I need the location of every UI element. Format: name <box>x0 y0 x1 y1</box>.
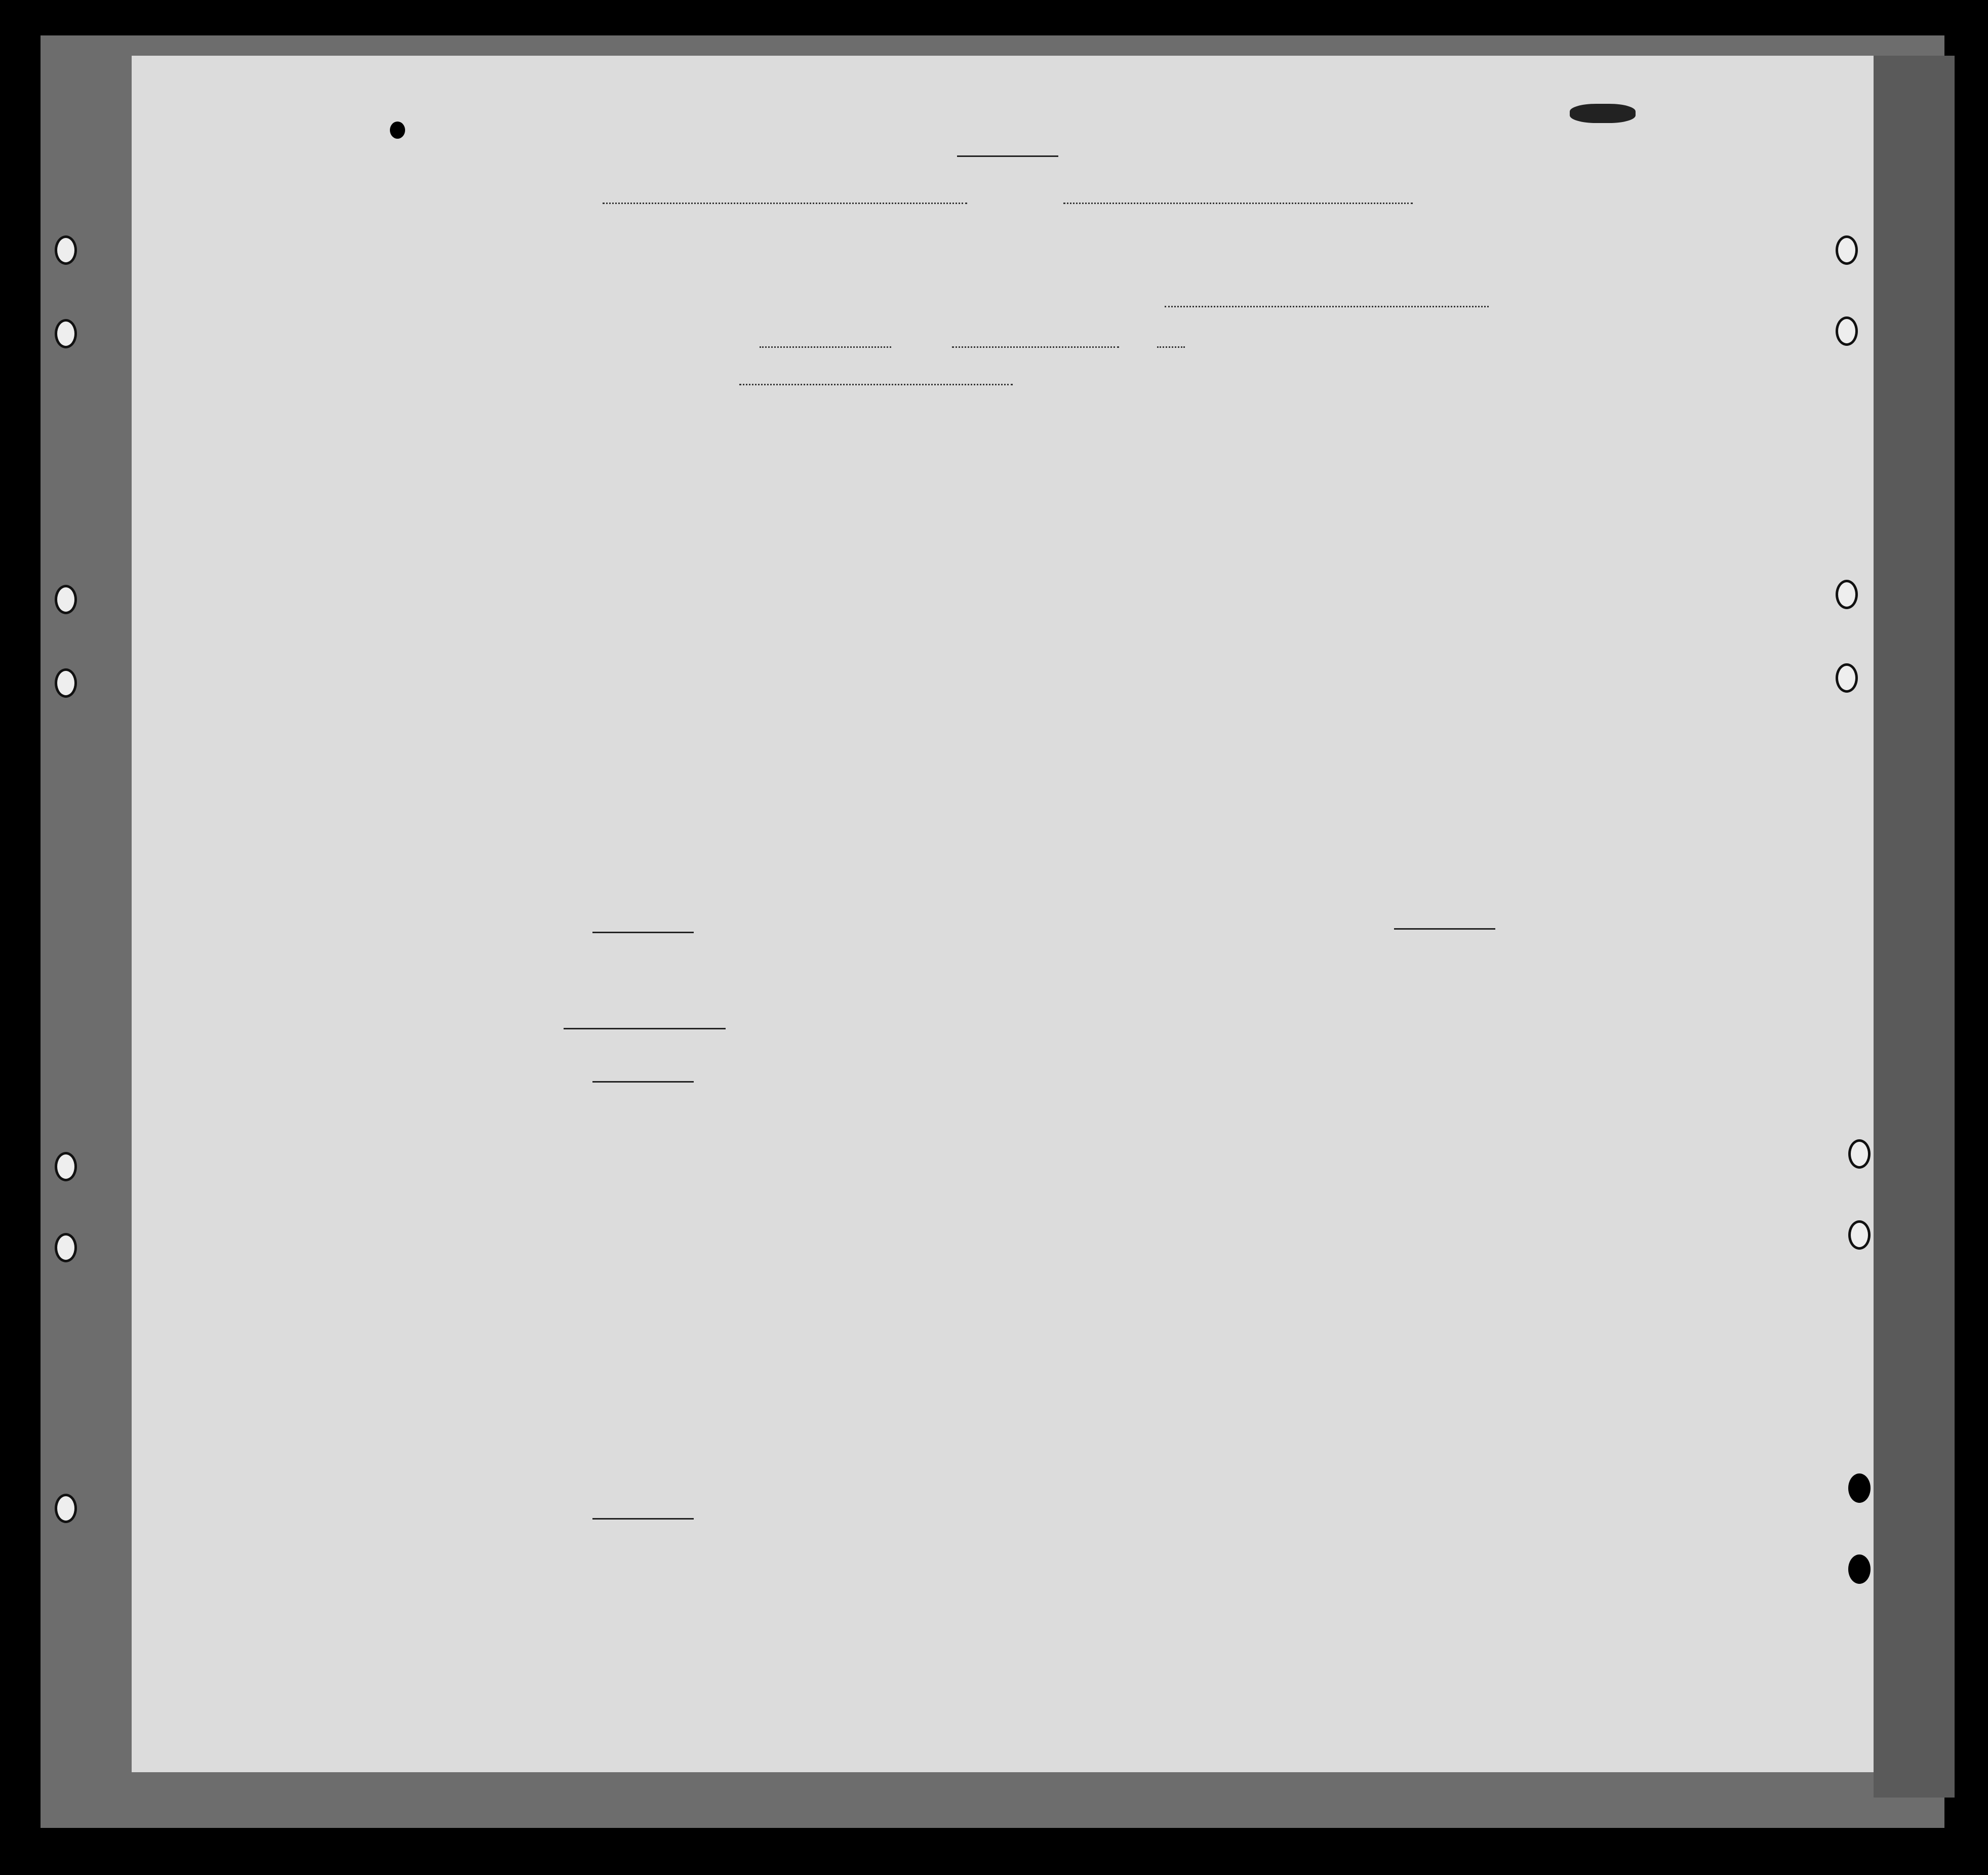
inspector-signature-field[interactable] <box>739 384 1013 385</box>
binder-hole <box>55 1152 77 1181</box>
binder-hole <box>1848 1554 1871 1584</box>
title-rule <box>957 155 1058 157</box>
binder-hole <box>1848 1220 1871 1250</box>
binder-hole <box>55 235 77 265</box>
vessel-name-field[interactable] <box>1063 203 1413 204</box>
ink-smudge <box>390 122 405 139</box>
binder-hole <box>55 1494 77 1523</box>
races-rule <box>1394 928 1495 930</box>
ink-smudge <box>1570 104 1636 123</box>
binder-hole <box>1836 316 1858 346</box>
binder-hole <box>55 1233 77 1262</box>
binder-hole <box>1848 1473 1871 1503</box>
binder-hole <box>1848 1139 1871 1169</box>
notice-rule <box>592 932 694 933</box>
sworn-year-field[interactable] <box>1157 346 1185 348</box>
document-page <box>132 56 1874 1772</box>
binder-hole <box>55 319 77 348</box>
notice-separator <box>564 1028 726 1029</box>
act-rule <box>592 1081 694 1083</box>
officer-name-field[interactable] <box>603 203 967 204</box>
binder-hole <box>1836 580 1858 609</box>
binder-hole <box>55 585 77 614</box>
binder-hole <box>1836 663 1858 693</box>
binder-hole <box>1836 235 1858 265</box>
sworn-date-field[interactable] <box>760 346 891 348</box>
binder-hole <box>55 668 77 698</box>
sworn-month-field[interactable] <box>952 346 1119 348</box>
master-signature-field[interactable] <box>1165 306 1489 307</box>
page-backing-edge <box>1874 56 1955 1798</box>
rule-rule <box>592 1518 694 1520</box>
